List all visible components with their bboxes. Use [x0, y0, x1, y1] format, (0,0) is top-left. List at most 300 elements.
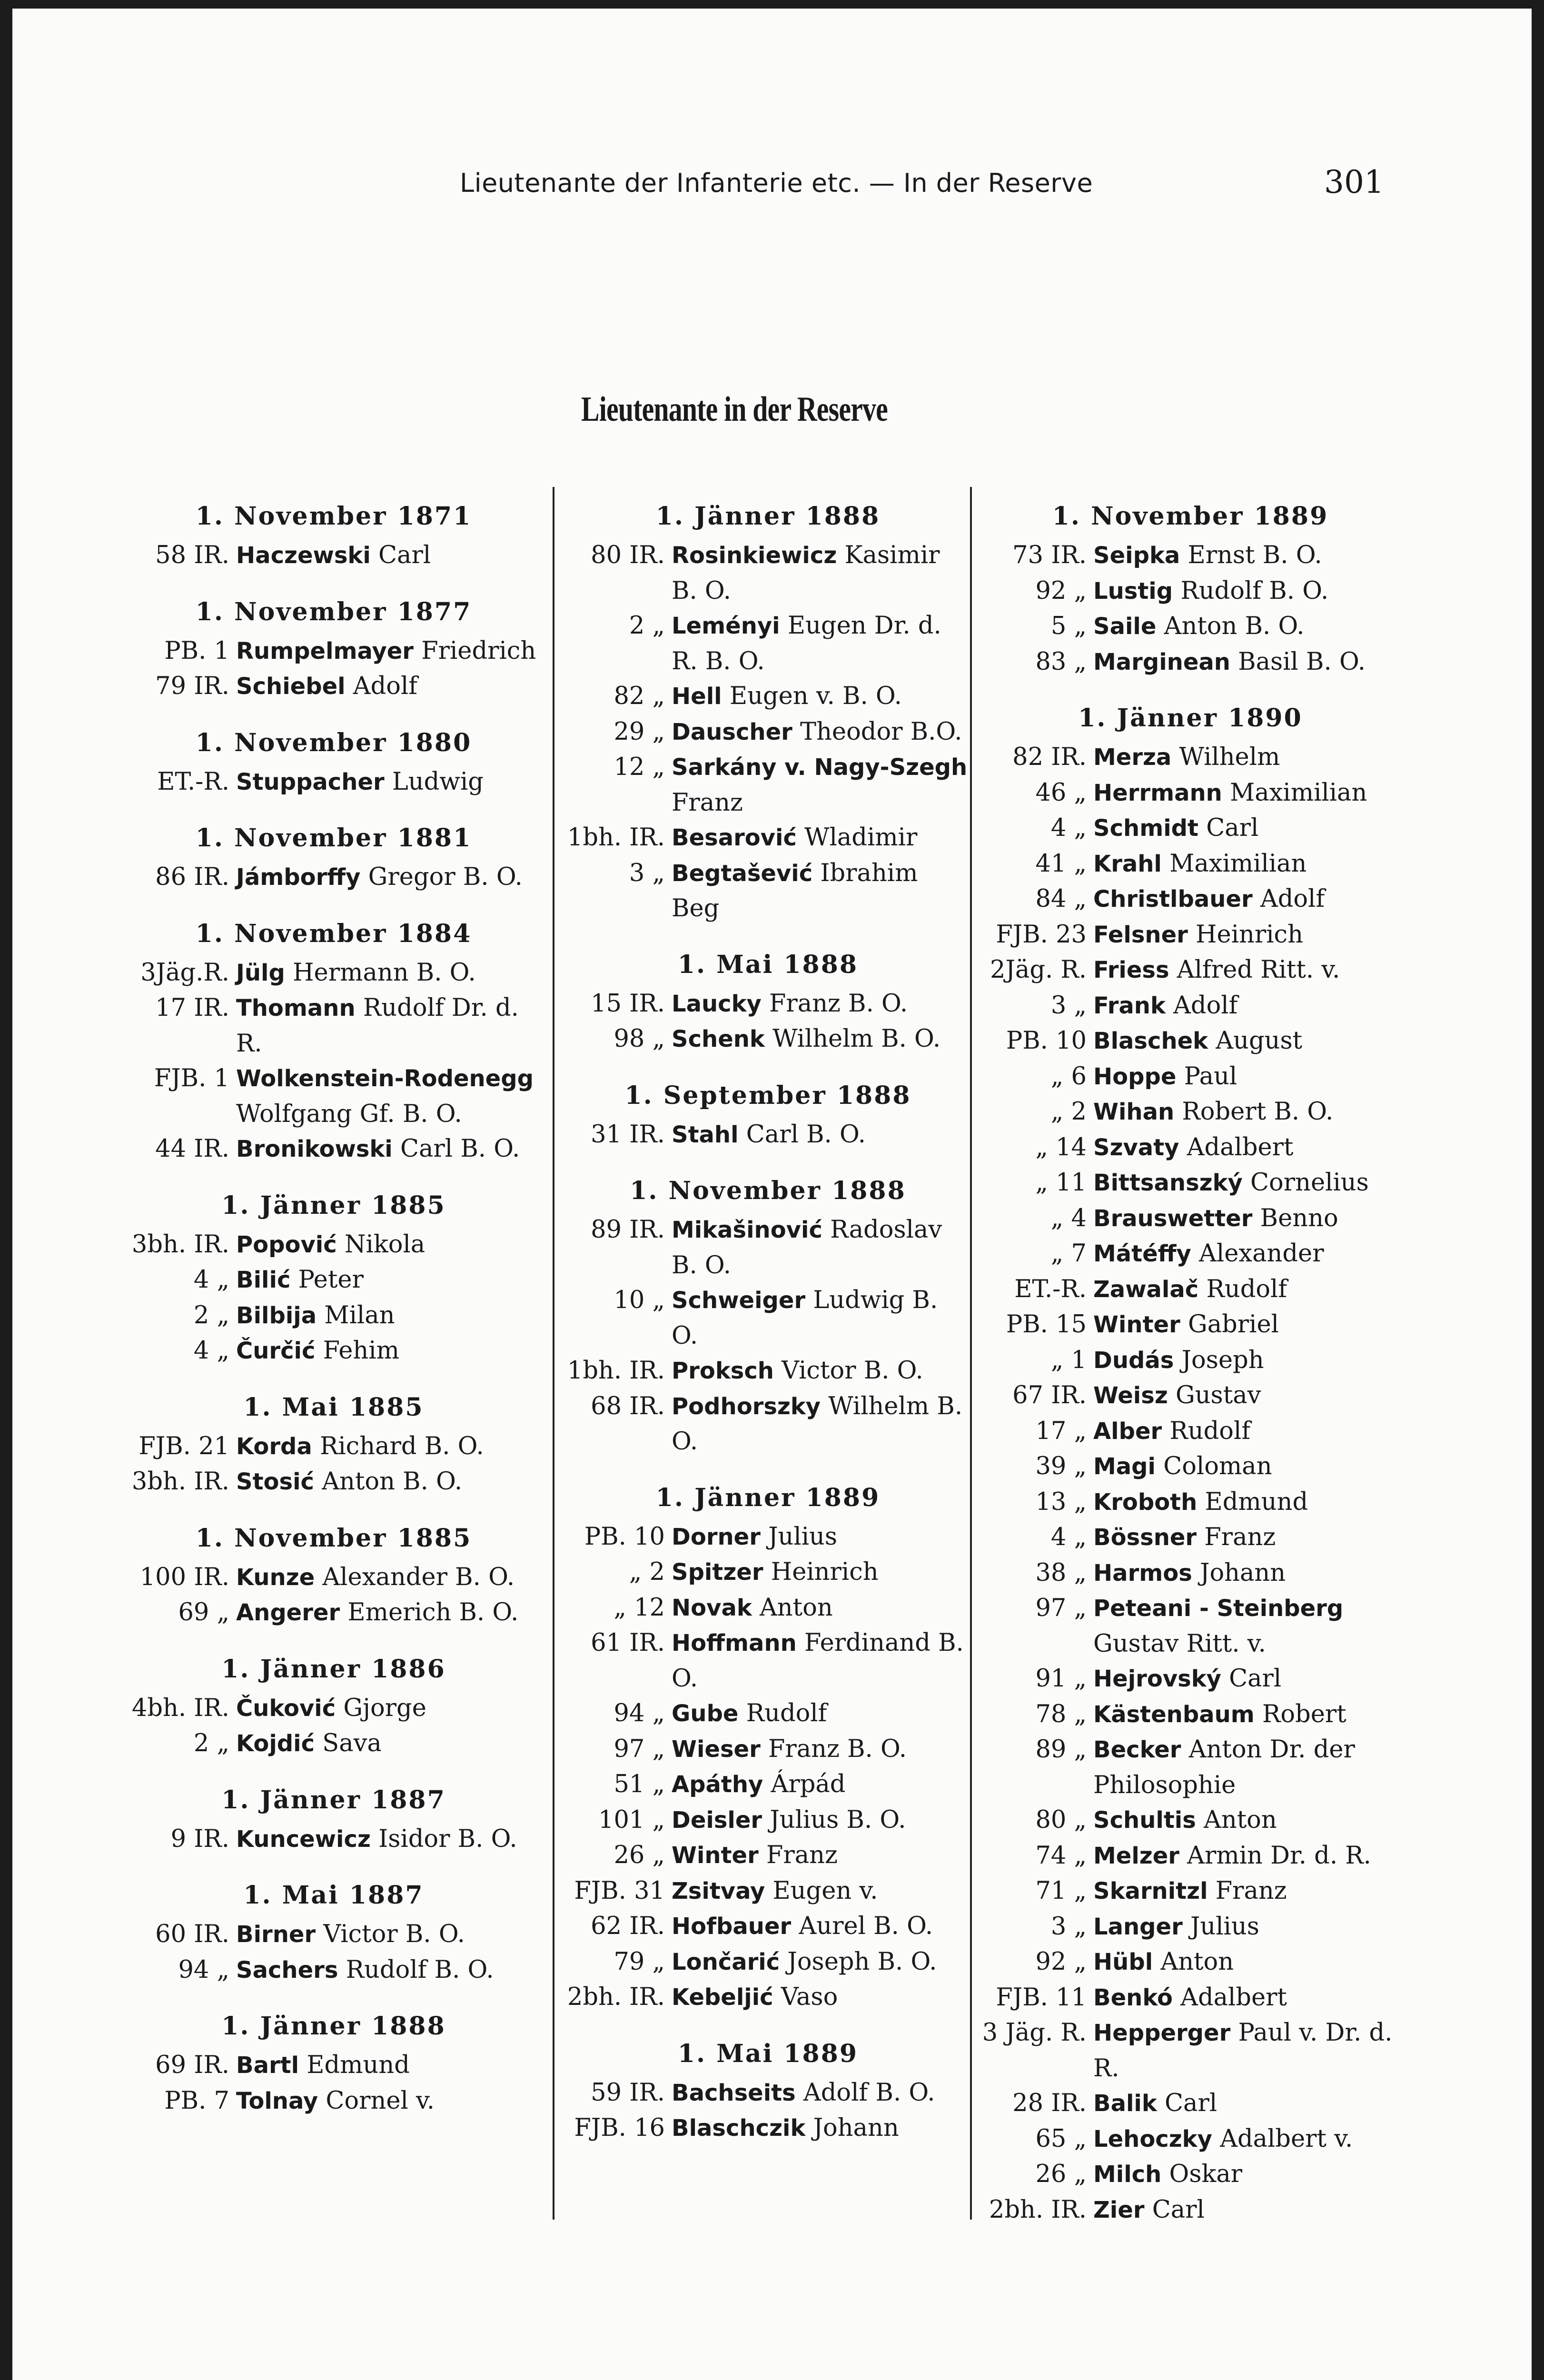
officer-entry [981, 1272, 1400, 1308]
promotion-date-section [129, 916, 538, 1167]
officer-name [1093, 1378, 1400, 1414]
surname: Hoffmann [672, 1630, 797, 1656]
unit-designation: „ 1 [1050, 1346, 1087, 1374]
given-name-and-notes: Vaso [781, 1983, 838, 2011]
unit-designation: 92 „ [1035, 576, 1087, 605]
officer-name [1093, 1307, 1400, 1343]
unit-designation: 89 „ [1035, 1735, 1087, 1764]
officer-name [1093, 2015, 1400, 2086]
officer-name [1093, 538, 1400, 574]
officer-entry [981, 1838, 1400, 1874]
given-name-and-notes: Peter [298, 1266, 364, 1294]
unit-designation: 80 „ [1035, 1806, 1087, 1834]
given-name-and-notes: Victor B. O. [782, 1357, 923, 1385]
officer-entry [981, 740, 1400, 775]
officer-name [1093, 1661, 1400, 1697]
unit-designation: 61 IR. [591, 1629, 665, 1657]
officer-name [236, 1131, 538, 1167]
surname: Kuncewicz [236, 1825, 371, 1853]
given-name-and-notes: Franz B. O. [769, 989, 908, 1018]
surname: Popović [236, 1231, 337, 1258]
officer-name [1093, 645, 1400, 680]
surname: Begtašević [672, 860, 813, 887]
surname: Schweiger [672, 1287, 806, 1314]
unit-designation: 82 „ [614, 682, 665, 710]
given-name-and-notes: Carl [1152, 2195, 1205, 2224]
given-name-and-notes: Theodor B.O. [800, 717, 962, 746]
surname: Langer [1093, 1913, 1183, 1940]
officer-name [1093, 2086, 1400, 2122]
promotion-date-section [129, 1878, 538, 1988]
unit-designation: FJB. 31 [574, 1876, 665, 1905]
officer-name [672, 1283, 971, 1353]
given-name-and-notes: Adalbert [1187, 1133, 1294, 1161]
surname: Mikašinović [672, 1217, 822, 1243]
officer-name [672, 714, 971, 750]
promotion-date-section [564, 947, 971, 1057]
officer-name [1093, 2157, 1400, 2192]
officer-name [236, 1061, 538, 1131]
section-heading: 1. November 1871 [195, 502, 472, 531]
officer-entry [564, 2111, 971, 2146]
officer-name [1093, 1732, 1400, 1803]
given-name-and-notes: Rudolf B. O. [346, 1955, 494, 1984]
officer-entry [981, 1414, 1400, 1449]
officer-name [236, 1464, 538, 1500]
unit-designation: 28 IR. [1012, 2089, 1087, 2117]
given-name-and-notes: Anton [759, 1593, 833, 1622]
officer-entry [981, 1023, 1400, 1059]
surname: Sachers [236, 1956, 338, 1983]
unit-designation: 39 „ [1035, 1452, 1087, 1480]
surname: Birner [236, 1921, 316, 1948]
unit-designation: 71 „ [1035, 1877, 1087, 1905]
surname: Wolkenstein-Rodenegg [236, 1065, 534, 1092]
unit-designation: 69 „ [178, 1598, 229, 1626]
officer-entry [564, 1909, 971, 1944]
officer-name [1093, 846, 1400, 882]
officer-entry [129, 1429, 538, 1465]
surname: Schultis [1093, 1807, 1196, 1834]
surname: Felsner [1093, 921, 1188, 948]
given-name-and-notes: Julius [1190, 1912, 1259, 1941]
surname: Saile [1093, 613, 1157, 640]
given-name-and-notes: Maximilian [1169, 849, 1307, 878]
surname: Korda [236, 1433, 312, 1460]
given-name-and-notes: Ludwig B. O. [672, 1286, 938, 1350]
unit-designation: 94 „ [614, 1699, 665, 1727]
section-heading: 1. November 1877 [195, 597, 472, 626]
given-name-and-notes: Franz B. O. [768, 1735, 907, 1763]
surname: Bössner [1093, 1524, 1197, 1551]
unit-designation: PB. 1 [164, 636, 229, 665]
officer-name [672, 1555, 971, 1590]
given-name-and-notes: Anton B. O. [1164, 612, 1305, 640]
surname: Winter [672, 1842, 759, 1869]
unit-designation: 46 „ [1035, 778, 1087, 807]
promotion-date-section [564, 1173, 971, 1459]
unit-designation: 13 „ [1035, 1488, 1087, 1516]
given-name-and-notes: Johann [813, 2114, 899, 2142]
officer-name [672, 1980, 971, 2015]
surname: Kojdić [236, 1730, 315, 1757]
officer-entry [981, 1165, 1400, 1201]
surname: Sarkány v. Nagy-Szegh [672, 754, 968, 781]
officer-entry [981, 952, 1400, 988]
officer-entry [981, 574, 1400, 609]
surname: Balik [1093, 2090, 1157, 2117]
unit-designation: „ 2 [1050, 1098, 1087, 1126]
surname: Angerer [236, 1599, 340, 1626]
officer-entry [564, 856, 971, 926]
given-name-and-notes: Fehim [323, 1337, 399, 1365]
given-name-and-notes: Radoslav B. O. [672, 1216, 942, 1279]
surname: Dauscher [672, 718, 792, 745]
section-heading: 1. Jänner 1885 [221, 1190, 446, 1220]
officer-entry [981, 917, 1400, 953]
given-name-and-notes: Carl B. O. [400, 1135, 520, 1163]
unit-designation: 51 „ [614, 1770, 665, 1798]
unit-designation: 97 „ [614, 1735, 665, 1763]
officer-entry [981, 1343, 1400, 1378]
officer-entry [981, 609, 1400, 645]
surname: Lehoczky [1093, 2125, 1212, 2152]
surname: Winter [1093, 1311, 1180, 1338]
officer-entry [981, 1909, 1400, 1945]
given-name-and-notes: Carl [1229, 1665, 1282, 1693]
officer-name [672, 2111, 971, 2146]
officer-entry [564, 714, 971, 750]
officer-name [1093, 1059, 1400, 1095]
unit-designation: 41 „ [1035, 849, 1087, 878]
officer-entry [564, 986, 971, 1022]
surname: Kebeljić [672, 1984, 773, 2011]
page-number: 301 [1324, 164, 1384, 200]
officer-entry [981, 846, 1400, 882]
surname: Peteani - Steinberg [1093, 1595, 1344, 1622]
officer-name [672, 1590, 971, 1626]
given-name-and-notes: Nikola [344, 1230, 426, 1259]
officer-entry [564, 820, 971, 856]
section-heading: 1. Mai 1889 [677, 2039, 859, 2068]
unit-designation: 38 „ [1035, 1558, 1087, 1587]
surname: Seipka [1093, 542, 1180, 569]
officer-entry [564, 1021, 971, 1057]
officer-name [236, 1595, 538, 1631]
unit-designation: FJB. 16 [574, 2114, 665, 2142]
unit-designation: 4 „ [1050, 814, 1087, 842]
officer-entry [981, 1944, 1400, 1980]
officer-entry [981, 882, 1400, 917]
section-heading: 1. Jänner 1888 [221, 2012, 446, 2041]
officer-name [672, 750, 971, 820]
surname: Jülg [236, 959, 285, 986]
officer-name [1093, 1520, 1400, 1556]
unit-designation: 4 „ [1050, 1523, 1087, 1551]
unit-designation: 89 IR. [591, 1216, 665, 1244]
surname: Merza [1093, 744, 1172, 771]
unit-designation: 84 „ [1035, 885, 1087, 913]
unit-designation: 2Jäg. R. [990, 956, 1087, 984]
officer-name [1093, 1023, 1400, 1059]
given-name-and-notes: Joseph B. O. [787, 1947, 937, 1976]
officer-name [672, 856, 971, 926]
officer-name [1093, 1909, 1400, 1945]
officer-name [1093, 811, 1400, 846]
given-name-and-notes: Carl B. O. [746, 1120, 866, 1149]
given-name-and-notes: Carl [378, 541, 431, 569]
given-name-and-notes: Adolf [1173, 991, 1238, 1020]
officer-entry [981, 1485, 1400, 1520]
unit-designation: 65 „ [1035, 2124, 1087, 2153]
given-name-and-notes: Aurel B. O. [799, 1912, 933, 1940]
given-name-and-notes: Alexander B. O. [322, 1563, 515, 1591]
officer-name [236, 1691, 538, 1726]
surname: Schiebel [236, 673, 346, 700]
officer-name [672, 1212, 971, 1283]
column-divider [553, 487, 554, 2220]
unit-designation: 26 „ [1035, 2160, 1087, 2188]
officer-entry [129, 764, 538, 800]
given-name-and-notes: Coloman [1163, 1452, 1272, 1480]
surname: Jámborffy [236, 864, 361, 891]
unit-designation: ET.-R. [1014, 1275, 1087, 1303]
unit-designation: 12 „ [614, 753, 665, 781]
given-name-and-notes: Franz [1215, 1877, 1287, 1905]
officer-entry [981, 811, 1400, 846]
surname: Čuković [236, 1695, 336, 1722]
given-name-and-notes: Milan [324, 1301, 395, 1329]
surname: Hepperger [1093, 2020, 1231, 2046]
surname: Brauswetter [1093, 1205, 1253, 1232]
unit-designation: 26 „ [614, 1841, 665, 1869]
surname: Čurčić [236, 1338, 316, 1364]
officer-entry [981, 775, 1400, 811]
given-name-and-notes: Eugen Dr. d. R. B. O. [672, 612, 941, 675]
document-page [12, 9, 1532, 2380]
officer-name [1093, 988, 1400, 1024]
given-name-and-notes: Edmund [1205, 1488, 1308, 1516]
given-name-and-notes: Maximilian [1230, 778, 1367, 807]
officer-name [1093, 609, 1400, 645]
unit-designation: FJB. 1 [154, 1064, 229, 1092]
promotion-date-section [981, 499, 1400, 680]
unit-designation: 3 „ [1050, 1912, 1087, 1941]
officer-name [1093, 1591, 1400, 1661]
given-name-and-notes: Ludwig [392, 767, 484, 796]
unit-designation: 3 „ [1050, 991, 1087, 1020]
officer-entry [981, 1520, 1400, 1556]
officer-name [672, 1696, 971, 1732]
given-name-and-notes: Richard B. O. [319, 1432, 484, 1460]
surname: Stosić [236, 1468, 314, 1495]
officer-name [236, 1953, 538, 1988]
given-name-and-notes: Anton Dr. der Philosophie [1093, 1735, 1355, 1799]
officer-entry [981, 1697, 1400, 1733]
unit-designation: 80 IR. [591, 541, 665, 569]
unit-designation: PB. 7 [164, 2086, 229, 2115]
surname: Podhorszky [672, 1393, 821, 1420]
officer-name [1093, 1944, 1400, 1980]
officer-entry [981, 1732, 1400, 1803]
officer-name [236, 1822, 538, 1857]
officer-name [236, 1917, 538, 1953]
surname: Skarnitzl [1093, 1878, 1208, 1904]
unit-designation: 62 IR. [591, 1912, 665, 1940]
surname: Kroboth [1093, 1488, 1198, 1516]
given-name-and-notes: Árpád [771, 1770, 846, 1798]
unit-designation: 3Jäg.R. [140, 958, 229, 987]
surname: Schenk [672, 1026, 765, 1052]
surname: Schmidt [1093, 815, 1198, 842]
officer-name [1093, 1130, 1400, 1166]
officer-name [236, 2083, 538, 2119]
given-name-and-notes: Rudolf [1206, 1275, 1287, 1303]
given-name-and-notes: Anton [1204, 1806, 1277, 1834]
given-name-and-notes: Alfred Ritt. v. [1177, 956, 1340, 984]
surname: Friess [1093, 957, 1169, 983]
surname: Novak [672, 1594, 752, 1621]
surname: Lončarić [672, 1948, 780, 1975]
surname: Milch [1093, 2161, 1162, 2188]
unit-designation: FJB. 11 [996, 1983, 1087, 2012]
officer-entry [981, 1201, 1400, 1237]
officer-name [1093, 1272, 1400, 1308]
surname: Thomann [236, 995, 356, 1021]
unit-designation: 17 IR. [155, 994, 229, 1022]
unit-designation: 10 „ [614, 1286, 665, 1314]
unit-designation: 1bh. IR. [567, 823, 665, 852]
unit-designation: FJB. 23 [996, 920, 1087, 949]
surname: Zawalač [1093, 1276, 1199, 1303]
given-name-and-notes: Julius [768, 1522, 838, 1551]
column-3 [981, 499, 1400, 2228]
unit-designation: 1bh. IR. [567, 1357, 665, 1385]
unit-designation: 97 „ [1035, 1594, 1087, 1622]
promotion-date-section [129, 595, 538, 704]
unit-designation: 69 IR. [155, 2051, 229, 2079]
officer-entry [564, 1838, 971, 1874]
surname: Hofbauer [672, 1913, 792, 1940]
surname: Blaschek [1093, 1028, 1208, 1054]
unit-designation: 60 IR. [155, 1920, 229, 1948]
given-name-and-notes: Robert B. O. [1182, 1098, 1334, 1126]
officer-name [1093, 740, 1400, 775]
unit-designation: „ 6 [1050, 1062, 1087, 1091]
officer-entry [564, 1283, 971, 1353]
surname: Hejrovský [1093, 1666, 1221, 1692]
officer-name [1093, 1874, 1400, 1909]
officer-entry [129, 991, 538, 1061]
unit-designation: 58 IR. [155, 541, 229, 569]
officer-name [672, 1803, 971, 1838]
officer-name [1093, 1803, 1400, 1838]
officer-name [1093, 882, 1400, 917]
section-heading: 1. Mai 1887 [243, 1881, 424, 1910]
section-heading: 1. November 1885 [195, 1523, 472, 1553]
officer-name [1093, 1980, 1400, 2016]
given-name-and-notes: Wilhelm B. O. [672, 1392, 963, 1456]
officer-entry [564, 1980, 971, 2015]
unit-designation: 98 „ [614, 1025, 665, 1053]
unit-designation: 92 „ [1035, 1948, 1087, 1976]
promotion-date-section [564, 2036, 971, 2146]
section-heading: 1. Jänner 1887 [221, 1785, 446, 1815]
given-name-and-notes: Adalbert v. [1220, 2124, 1353, 2153]
officer-entry [981, 1661, 1400, 1697]
surname: Szvaty [1093, 1134, 1179, 1161]
surname: Hübl [1093, 1949, 1153, 1975]
given-name-and-notes: Benno [1260, 1204, 1338, 1232]
officer-name [236, 991, 538, 1061]
officer-entry [564, 1874, 971, 1909]
unit-designation: 2 „ [629, 612, 665, 640]
unit-designation: „ 12 [614, 1593, 665, 1622]
officer-entry [981, 2192, 1400, 2228]
surname: Stahl [672, 1121, 739, 1148]
given-name-and-notes: Cornelius [1250, 1169, 1369, 1197]
unit-designation: 4 „ [193, 1266, 229, 1294]
officer-name [672, 679, 971, 714]
surname: Bittsanszký [1093, 1170, 1243, 1196]
surname: Leményi [672, 613, 780, 639]
unit-designation: 79 „ [614, 1947, 665, 1976]
officer-entry [564, 1555, 971, 1590]
given-name-and-notes: Wolfgang Gf. B. O. [236, 1100, 462, 1128]
officer-name [672, 1626, 971, 1696]
officer-name [236, 2048, 538, 2083]
running-head: Lieutenante der Infanterie etc. — In der Reserve [460, 168, 1093, 198]
given-name-and-notes: Franz [672, 788, 743, 817]
promotion-date-section [564, 1480, 971, 2015]
officer-entry [981, 1980, 1400, 2016]
unit-designation: 101 „ [598, 1805, 665, 1834]
officer-name [1093, 1165, 1400, 1201]
given-name-and-notes: Wladimir [804, 823, 918, 852]
officer-name [672, 1767, 971, 1803]
given-name-and-notes: Gjorge [343, 1694, 426, 1722]
officer-name [236, 1429, 538, 1465]
unit-designation: 83 „ [1035, 647, 1087, 676]
officer-name [672, 608, 971, 679]
unit-designation: 5 „ [1050, 612, 1087, 640]
unit-designation: 4 „ [193, 1337, 229, 1365]
section-heading: 1. Mai 1885 [243, 1392, 424, 1422]
unit-designation: 91 „ [1035, 1665, 1087, 1693]
unit-designation: 17 „ [1035, 1417, 1087, 1445]
officer-name [672, 2075, 971, 2111]
officer-entry [129, 1560, 538, 1596]
officer-name [1093, 1697, 1400, 1733]
officer-entry [564, 750, 971, 820]
officer-name [1093, 952, 1400, 988]
surname: Tolnay [236, 2087, 318, 2114]
surname: Blaschczik [672, 2115, 806, 2142]
given-name-and-notes: Oskar [1169, 2160, 1243, 2188]
promotion-date-section [129, 725, 538, 800]
surname: Christlbauer [1093, 886, 1253, 912]
officer-entry [129, 1227, 538, 1263]
given-name-and-notes: Paul v. Dr. d. R. [1093, 2019, 1393, 2082]
officer-entry [564, 1389, 971, 1459]
officer-entry [129, 1595, 538, 1631]
unit-designation: „ 11 [1035, 1169, 1087, 1197]
officer-entry [564, 1353, 971, 1389]
officer-name [236, 764, 538, 800]
given-name-and-notes: Ibrahim Beg [672, 859, 918, 922]
given-name-and-notes: Adolf B. O. [803, 2078, 935, 2107]
section-heading: 1. November 1889 [1052, 502, 1329, 531]
